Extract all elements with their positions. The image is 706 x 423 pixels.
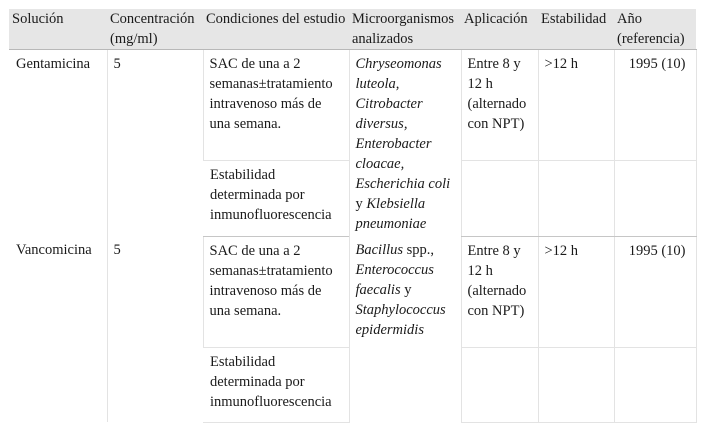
header-solucion: Solución: [9, 9, 107, 50]
header-microorganismos: Microorganismos analizados: [349, 9, 461, 50]
table-header-row: [9, 9, 696, 50]
cell-microorganismos: [349, 236, 461, 422]
cell-condiciones: SAC de una a 2 semanas±tratamiento intravenoso más de una semana.: [203, 236, 349, 347]
header-concentracion: Concentración (mg/ml): [107, 9, 203, 50]
organism-joiner: y: [404, 282, 412, 298]
organism-joiner: y: [355, 196, 363, 212]
cell-estabilidad-empty: [538, 161, 614, 236]
header-condiciones: Condiciones del estudio: [203, 9, 349, 50]
organism-name: Escherichia coli: [355, 176, 451, 192]
cell-concentracion: 5: [107, 50, 203, 237]
cell-anio-empty: [614, 347, 696, 422]
cell-aplicacion-empty: [461, 161, 538, 236]
cell-estabilidad: >12 h: [538, 50, 614, 161]
organism-name: Klebsiella pneumoniae: [355, 196, 427, 232]
organism-name: Enterococcus faecalis: [355, 262, 434, 298]
cell-aplicacion-empty: [461, 347, 538, 422]
header-aplicacion: Aplicación: [461, 9, 538, 50]
cell-anio-empty: [614, 161, 696, 236]
cell-concentracion: 5: [107, 236, 203, 422]
cell-anio: 1995 (10): [614, 50, 696, 161]
cell-condiciones: Estabilidad determinada por inmunofluorescencia: [203, 347, 349, 422]
organism-name: Enterobacter cloacae,: [355, 136, 432, 172]
organism-suffix: spp.,: [406, 242, 435, 258]
cell-aplicacion: Entre 8 y 12 h (alternado con NPT): [461, 236, 538, 347]
cell-condiciones: SAC de una a 2 semanas±tratamiento intravenoso más de una semana.: [203, 50, 349, 161]
cell-anio: 1995 (10): [614, 236, 696, 347]
header-anio: Año (referencia): [614, 9, 696, 50]
cell-microorganismos: [349, 50, 461, 237]
cell-aplicacion: Entre 8 y 12 h (alternado con NPT): [461, 50, 538, 161]
stability-table: [9, 9, 697, 423]
table-row: [9, 50, 696, 161]
organism-name: Citrobacter diversus,: [355, 96, 423, 132]
organism-name: Bacillus: [355, 242, 404, 258]
header-estabilidad: Estabilidad: [538, 9, 614, 50]
cell-estabilidad-empty: [538, 347, 614, 422]
cell-solucion: Gentamicina: [16, 56, 91, 72]
organism-name: Staphylococcus epidermidis: [355, 302, 446, 338]
cell-condiciones: Estabilidad determinada por inmunofluorescencia: [203, 161, 349, 236]
cell-estabilidad: >12 h: [538, 236, 614, 347]
organism-name: Chryseomonas luteola,: [355, 56, 442, 92]
cell-solucion: Vancomicina: [16, 242, 92, 258]
table-row: [9, 236, 696, 347]
